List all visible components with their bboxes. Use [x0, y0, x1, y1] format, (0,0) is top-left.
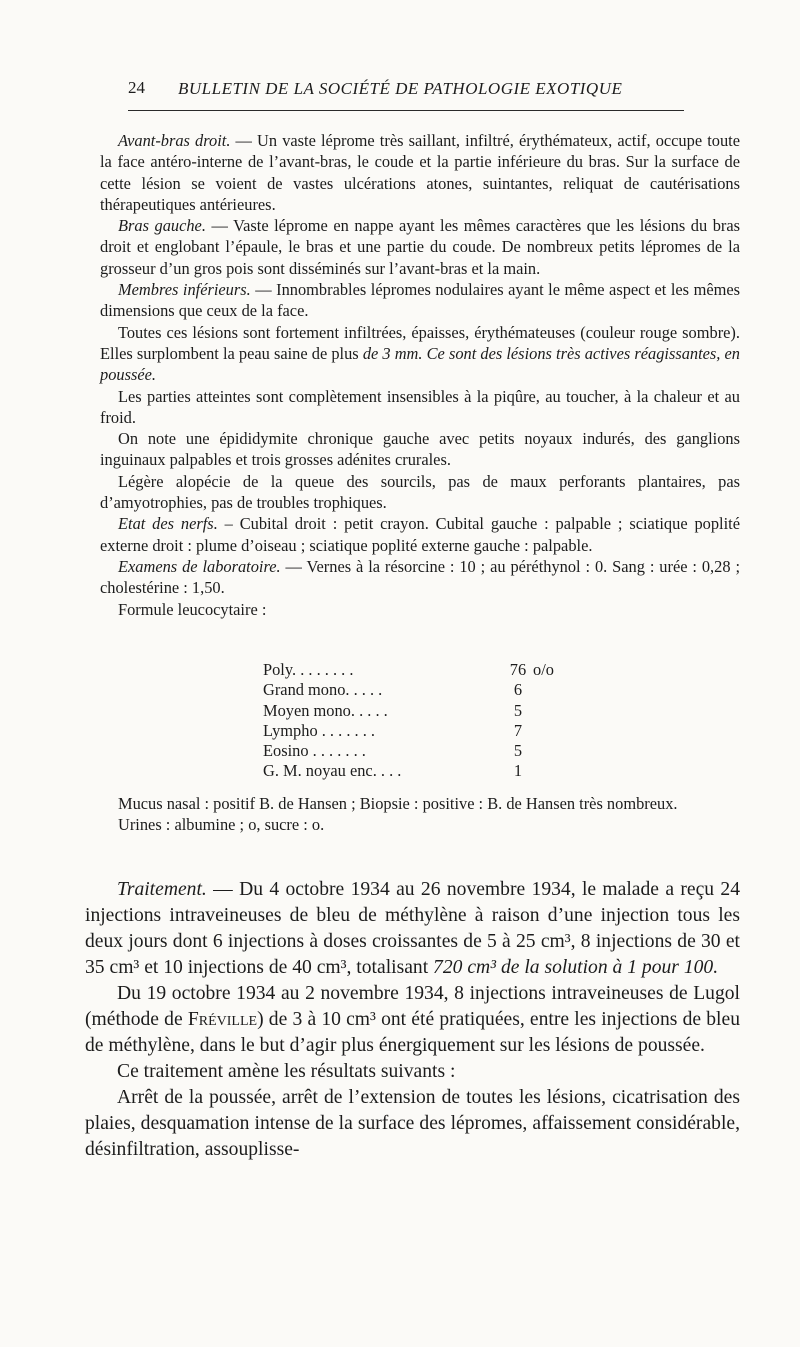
paragraph-avant-bras: Avant-bras droit. — Un vaste léprome très saillant, infiltré, érythémateux, actif, occupe toute la face antéro-interne de l’avant-bras, le coude et la partie inférieure du bras. Sur la surface de cette lésion se voient de vastes ulcérations atones, suintantes, reliquat de cautérisations thérapeutiques antérieures. [100, 131, 740, 214]
formula-label: Poly. . . . . . . . [263, 660, 354, 679]
paragraph-epididymite: On note une épididymite chronique gauche avec petits noyaux indurés, des ganglions inguinaux palpables et trois grosses adénites crurales. [100, 429, 740, 470]
formula-row [263, 761, 583, 781]
lead-nerfs: Etat des nerfs. [118, 514, 218, 534]
paragraph-nerfs: Etat des nerfs. – Cubital droit : petit crayon. Cubital gauche : palpable ; sciatique poplité externe droit : plume d’oiseau ; sciatique poplité externe gauche : palpable. [100, 514, 740, 555]
traitement-italic: 720 cm³ de la solution à 1 pour 100. [433, 957, 719, 978]
lead-traitement: Traitement. [117, 879, 207, 900]
lead-bras-gauche: Bras gauche. [118, 216, 206, 236]
paragraph-traitement: Traitement. — Du 4 octobre 1934 au 26 novembre 1934, le malade a reçu 24 injections intraveineuses de bleu de méthylène à raison d’une injection tous les deux jours dont 6 injections à doses croissantes de 5 à 25 cm³, 8 injections de 30 et 35 cm³ et 10 injections de 40 cm³, totalisant 720 cm³ de la solution à 1 pour 100. [85, 879, 740, 978]
formula-value: 5 [513, 700, 523, 720]
formula-row [263, 660, 583, 680]
page-number: 24 [128, 78, 145, 97]
paragraph-mucus-nasal: Mucus nasal : positif B. de Hansen ; Biopsie : positive : B. de Hansen très nombreux. [118, 794, 678, 813]
lead-membres-inferieurs: Membres inférieurs. [118, 280, 251, 300]
formula-row [263, 680, 583, 700]
author-freville: Fréville [187, 1009, 258, 1030]
header-rule [128, 110, 684, 111]
paragraph-insensibles: Les parties atteintes sont complètement insensibles à la piqûre, au toucher, à la chaleur et au froid. [100, 386, 740, 427]
formula-label: Grand mono. . . . . [263, 680, 383, 700]
page-header [128, 76, 688, 116]
formula-unit: o/o [533, 660, 554, 679]
treatment-section [85, 877, 740, 1163]
formula-value: 1 [513, 761, 523, 781]
paragraph-bras-gauche: Bras gauche. — Vaste léprome en nappe ayant les mêmes caractères que les lésions du bras droit et englobant l’épaule, le bras et une partie du coude. De nombreux petits lépromes de la grosseur d’un gros pois sont disséminés sur l’avant-bras et la main. [100, 216, 741, 278]
formula-label: Lympho . . . . . . . [263, 720, 376, 740]
formula-label: G. M. noyau enc. . . . [263, 761, 402, 781]
running-title: BULLETIN DE LA SOCIÉTÉ DE PATHOLOGIE EXOTIQUE [178, 79, 623, 98]
paragraph-urines: Urines : albumine ; o, sucre : o. [118, 815, 325, 835]
paragraph-lesions: Toutes ces lésions sont fortement infiltrées, épaisses, érythémateuses (couleur rouge sombre). Elles surplombent la peau saine de plus de 3 mm. Ce sont des lésions très actives réagissantes, en poussée. [100, 322, 740, 385]
leukocyte-formula-table [263, 660, 583, 782]
formula-value: 5 [513, 741, 523, 761]
lead-laboratoire: Examens de laboratoire. [118, 556, 281, 576]
lab-results [100, 793, 740, 836]
lesions-italic: de 3 mm. Ce sont des lésions très actives réagissantes, en poussée. [100, 343, 740, 385]
formula-label: Eosino . . . . . . . [263, 741, 366, 761]
lead-avant-bras: Avant-bras droit. [118, 131, 231, 150]
paragraph-formule: Formule leucocytaire : [118, 599, 267, 619]
formula-row [263, 701, 583, 721]
paragraph-alopecie: Légère alopécie de la queue des sourcils, pas de maux perforants plantaires, pas d’amyotrophies, pas de troubles trophiques. [100, 471, 740, 513]
paragraph-lugol: Du 19 octobre 1934 au 2 novembre 1934, 8 injections intraveineuses de Lugol (méthode de Fréville) de 3 à 10 cm³ ont été pratiquées, entre les injections de bleu de méthylène, dans le but d’agir plus énergiquement sur les lésions de poussée. [85, 983, 740, 1056]
paragraph-laboratoire: Examens de laboratoire. — Vernes à la résorcine : 10 ; au péréthynol : 0. Sang : urée : 0,28 ; cholestérine : 1,50. [100, 556, 740, 598]
formula-row [263, 741, 583, 761]
formula-row [263, 721, 583, 741]
case-description [100, 130, 740, 620]
formula-value: 7 [513, 720, 523, 740]
paragraph-arret: Arrêt de la poussée, arrêt de l’extension de toutes les lésions, cicatrisation des plaies, desquamation intense de la surface des lépromes, affaissement considérable, désinfiltration, assouplisse- [85, 1087, 740, 1160]
formula-value: 6 [513, 680, 523, 700]
formula-value: 76 [509, 660, 527, 679]
paragraph-membres-inferieurs: Membres inférieurs. — Innombrables lépromes nodulaires ayant le même aspect et les mêmes dimensions que ceux de la face. [100, 280, 740, 321]
paragraph-resultats: Ce traitement amène les résultats suivants : [117, 1061, 456, 1082]
formula-label: Moyen mono. . . . . [263, 700, 388, 720]
